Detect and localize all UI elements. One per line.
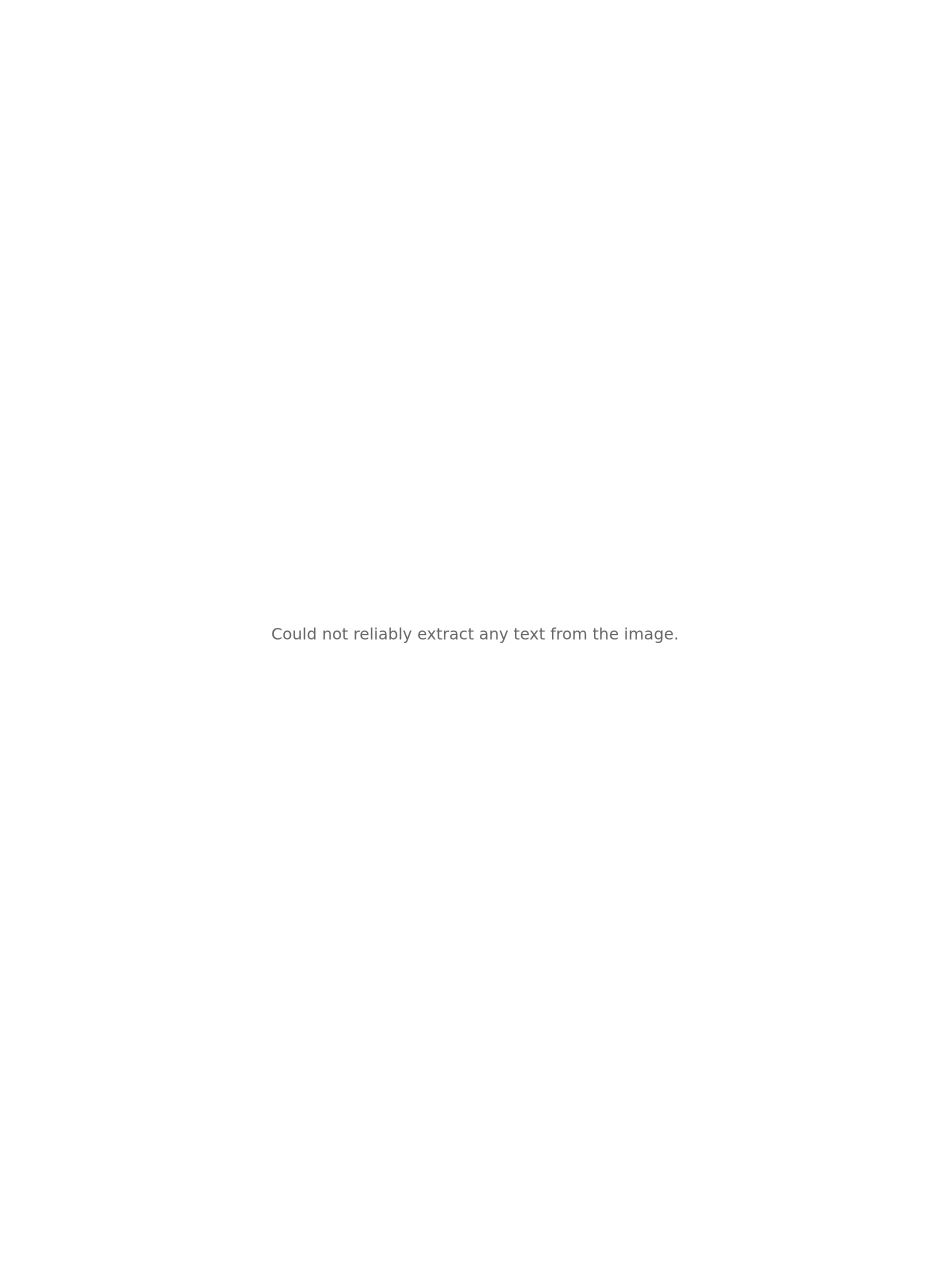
message: Could not reliably extract any text from the image. bbox=[271, 624, 679, 643]
